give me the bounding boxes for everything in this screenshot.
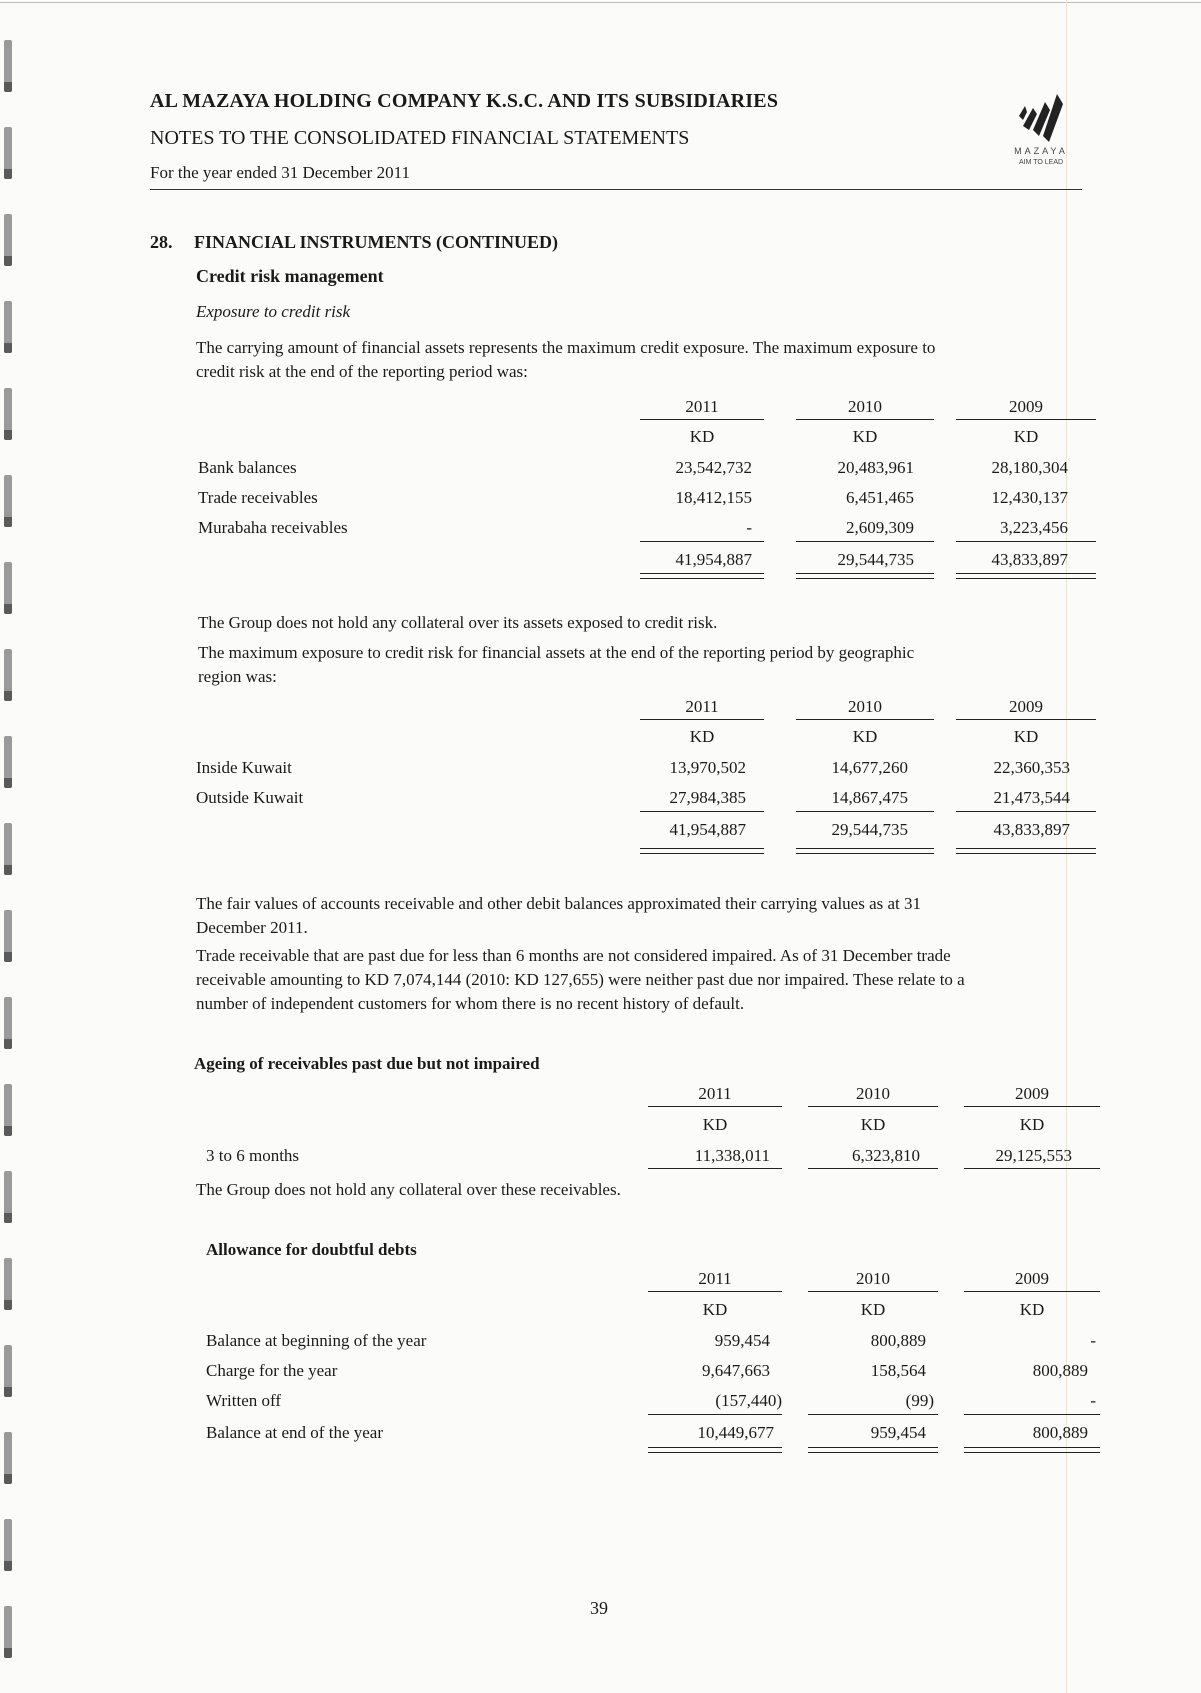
total-value: 29,544,735 bbox=[831, 820, 908, 839]
logo-tagline: AIM TO LEAD bbox=[1018, 159, 1064, 166]
subtotal-rule bbox=[808, 1414, 938, 1415]
trade-receivable-line: Trade receivable that are past due for less than 6 months are not considered impaired. As of 31 December trade bbox=[196, 946, 951, 965]
header-underline bbox=[648, 1106, 782, 1107]
binder-hole bbox=[4, 214, 12, 266]
binder-hole bbox=[4, 823, 12, 875]
binder-hole bbox=[4, 301, 12, 353]
col-header-2011: 2011 bbox=[685, 697, 719, 716]
cell-value: 27,984,385 bbox=[669, 788, 746, 807]
header-underline bbox=[796, 719, 934, 720]
unit-label: KD bbox=[1013, 727, 1039, 746]
section-number: 28. bbox=[150, 232, 173, 252]
header-underline bbox=[956, 419, 1096, 420]
binder-hole bbox=[4, 736, 12, 788]
cell-value: 21,473,544 bbox=[993, 788, 1070, 807]
total-value: 959,454 bbox=[870, 1423, 926, 1442]
row-label-balance-end: Balance at end of the year bbox=[206, 1423, 383, 1442]
row-label-murabaha-receivables: Murabaha receivables bbox=[198, 518, 348, 537]
binder-hole bbox=[4, 127, 12, 179]
binder-hole bbox=[4, 1606, 12, 1658]
geographic-paragraph bbox=[198, 641, 914, 689]
cell-value: 3,223,456 bbox=[1000, 518, 1068, 537]
total-value: 29,544,735 bbox=[837, 550, 914, 569]
cell-value: 13,970,502 bbox=[669, 758, 746, 777]
unit-label: KD bbox=[702, 1115, 728, 1134]
subtotal-rule bbox=[956, 541, 1096, 542]
binder-holes bbox=[0, 0, 60, 1693]
fair-value-line: The fair values of accounts receivable and other debit balances approximated their carrying values as at 31 bbox=[196, 894, 922, 913]
col-header-2010: 2010 bbox=[848, 697, 882, 716]
cell-value: 6,323,810 bbox=[852, 1146, 920, 1165]
cell-value: 14,677,260 bbox=[831, 758, 908, 777]
italic-heading: Exposure to credit risk bbox=[196, 302, 351, 321]
unit-label: KD bbox=[689, 727, 715, 746]
cell-value: 9,647,663 bbox=[702, 1361, 770, 1380]
binder-hole bbox=[4, 1171, 12, 1223]
cell-value: 14,867,475 bbox=[831, 788, 908, 807]
header-underline bbox=[640, 419, 764, 420]
header-underline bbox=[796, 419, 934, 420]
binder-hole bbox=[4, 40, 12, 92]
col-header-2011: 2011 bbox=[698, 1269, 732, 1288]
total-value: 41,954,887 bbox=[669, 820, 746, 839]
row-label-3-to-6-months: 3 to 6 months bbox=[206, 1146, 300, 1165]
cell-value: 12,430,137 bbox=[991, 488, 1068, 507]
cell-value: - bbox=[1090, 1331, 1096, 1350]
cell-value: (157,440) bbox=[715, 1391, 782, 1410]
total-value: 43,833,897 bbox=[993, 820, 1070, 839]
binder-hole bbox=[4, 1432, 12, 1484]
unit-label: KD bbox=[702, 1300, 728, 1319]
binder-hole bbox=[4, 388, 12, 440]
header-underline bbox=[964, 1291, 1100, 1292]
binder-hole bbox=[4, 1084, 12, 1136]
binder-hole bbox=[4, 910, 12, 962]
cell-value: 158,564 bbox=[870, 1361, 926, 1380]
subtotal-rule bbox=[964, 1414, 1100, 1415]
header-divider bbox=[150, 189, 1082, 190]
intro-line: credit risk at the end of the reporting period was: bbox=[196, 362, 528, 381]
total-value: 10,449,677 bbox=[697, 1423, 774, 1442]
cell-value: 959,454 bbox=[714, 1331, 770, 1350]
trade-receivable-paragraph bbox=[196, 944, 965, 1016]
cell-value: 20,483,961 bbox=[837, 458, 914, 477]
intro-paragraph bbox=[196, 336, 935, 384]
row-label-outside-kuwait: Outside Kuwait bbox=[196, 788, 304, 807]
row-rule bbox=[964, 1168, 1100, 1169]
fair-value-line: December 2011. bbox=[196, 918, 308, 937]
subtotal-rule bbox=[640, 541, 764, 542]
binder-hole bbox=[4, 1258, 12, 1310]
cell-value: 28,180,304 bbox=[991, 458, 1068, 477]
row-label-bank-balances: Bank balances bbox=[198, 458, 297, 477]
cell-value: 2,609,309 bbox=[846, 518, 914, 537]
cell-value: 11,338,011 bbox=[694, 1146, 770, 1165]
cell-value: 23,542,732 bbox=[675, 458, 752, 477]
ageing-heading: Ageing of receivables past due but not impaired bbox=[194, 1054, 540, 1073]
cell-value: 18,412,155 bbox=[675, 488, 752, 507]
row-label-trade-receivables: Trade receivables bbox=[198, 488, 318, 507]
total-value: 43,833,897 bbox=[991, 550, 1068, 569]
header-underline bbox=[956, 719, 1096, 720]
col-header-2011: 2011 bbox=[685, 397, 719, 416]
col-header-2010: 2010 bbox=[848, 397, 882, 416]
total-value: 41,954,887 bbox=[675, 550, 752, 569]
total-double-rule bbox=[648, 1447, 782, 1453]
col-header-2009: 2009 bbox=[1015, 1269, 1049, 1288]
unit-label: KD bbox=[1019, 1300, 1045, 1319]
binder-hole bbox=[4, 997, 12, 1049]
total-double-rule bbox=[640, 573, 764, 579]
row-label-balance-beginning: Balance at beginning of the year bbox=[206, 1331, 427, 1350]
cell-value: 800,889 bbox=[870, 1331, 926, 1350]
header-underline bbox=[640, 719, 764, 720]
col-header-2010: 2010 bbox=[856, 1084, 890, 1103]
unit-label: KD bbox=[852, 427, 878, 446]
unit-label: KD bbox=[689, 427, 715, 446]
unit-label: KD bbox=[860, 1115, 886, 1134]
logo-brand-text: MAZAYA bbox=[1014, 146, 1068, 156]
total-double-rule bbox=[796, 848, 934, 854]
row-rule bbox=[648, 1168, 782, 1169]
collateral-paragraph: The Group does not hold any collateral over its assets exposed to credit risk. bbox=[198, 613, 718, 632]
notes-title: NOTES TO THE CONSOLIDATED FINANCIAL STATEMENTS bbox=[150, 127, 690, 149]
cell-value: - bbox=[1090, 1391, 1096, 1410]
cell-value: 800,889 bbox=[1032, 1361, 1088, 1380]
cell-value: 6,451,465 bbox=[846, 488, 914, 507]
unit-label: KD bbox=[852, 727, 878, 746]
section-title: FINANCIAL INSTRUMENTS (CONTINUED) bbox=[194, 232, 559, 252]
unit-label: KD bbox=[1013, 427, 1039, 446]
row-label-inside-kuwait: Inside Kuwait bbox=[196, 758, 292, 777]
total-double-rule bbox=[956, 848, 1096, 854]
mazaya-logo-icon bbox=[1013, 86, 1069, 144]
fair-value-paragraph bbox=[196, 892, 921, 940]
total-double-rule bbox=[808, 1447, 938, 1453]
total-double-rule bbox=[964, 1447, 1100, 1453]
col-header-2010: 2010 bbox=[856, 1269, 890, 1288]
col-header-2009: 2009 bbox=[1009, 697, 1043, 716]
trade-receivable-line: receivable amounting to KD 7,074,144 (2010: KD 127,655) were neither past due nor impaired. These relate to a bbox=[196, 970, 965, 989]
geographic-line: region was: bbox=[198, 667, 277, 686]
total-double-rule bbox=[796, 573, 934, 579]
total-double-rule bbox=[956, 573, 1096, 579]
binder-hole bbox=[4, 562, 12, 614]
trade-receivable-line: number of independent customers for whom there is no recent history of default. bbox=[196, 994, 745, 1013]
company-name: AL MAZAYA HOLDING COMPANY K.S.C. AND ITS SUBSIDIARIES bbox=[150, 90, 779, 112]
top-edge-line bbox=[0, 2, 1201, 3]
header-underline bbox=[648, 1291, 782, 1292]
unit-label: KD bbox=[860, 1300, 886, 1319]
unit-label: KD bbox=[1019, 1115, 1045, 1134]
mazaya-logo bbox=[998, 86, 1084, 186]
ageing-note: The Group does not hold any collateral over these receivables. bbox=[196, 1180, 621, 1199]
subsection-title: Credit risk management bbox=[196, 266, 384, 286]
cell-value: 29,125,553 bbox=[995, 1146, 1072, 1165]
reporting-period: For the year ended 31 December 2011 bbox=[150, 163, 410, 182]
subtotal-rule bbox=[796, 541, 934, 542]
intro-line: The carrying amount of financial assets represents the maximum credit exposure. The maximum exposure to bbox=[196, 338, 936, 357]
allowance-heading: Allowance for doubtful debts bbox=[206, 1240, 417, 1259]
binder-hole bbox=[4, 475, 12, 527]
cell-value: (99) bbox=[905, 1391, 934, 1410]
header-underline bbox=[808, 1291, 938, 1292]
cell-value: 22,360,353 bbox=[993, 758, 1070, 777]
col-header-2009: 2009 bbox=[1009, 397, 1043, 416]
subtotal-rule bbox=[640, 811, 764, 812]
binder-hole bbox=[4, 649, 12, 701]
header-underline bbox=[964, 1106, 1100, 1107]
cell-value: - bbox=[746, 518, 752, 537]
total-double-rule bbox=[640, 848, 764, 854]
total-value: 800,889 bbox=[1032, 1423, 1088, 1442]
col-header-2009: 2009 bbox=[1015, 1084, 1049, 1103]
row-label-charge-for-year: Charge for the year bbox=[206, 1361, 338, 1380]
subtotal-rule bbox=[956, 811, 1096, 812]
row-rule bbox=[808, 1168, 938, 1169]
header-underline bbox=[808, 1106, 938, 1107]
subtotal-rule bbox=[648, 1414, 782, 1415]
col-header-2011: 2011 bbox=[698, 1084, 732, 1103]
subtotal-rule bbox=[796, 811, 934, 812]
geographic-line: The maximum exposure to credit risk for financial assets at the end of the reporting period by geographic bbox=[198, 643, 915, 662]
page-number: 39 bbox=[590, 1598, 608, 1618]
binder-hole bbox=[4, 1345, 12, 1397]
binder-hole bbox=[4, 1519, 12, 1571]
row-label-written-off: Written off bbox=[206, 1391, 282, 1410]
